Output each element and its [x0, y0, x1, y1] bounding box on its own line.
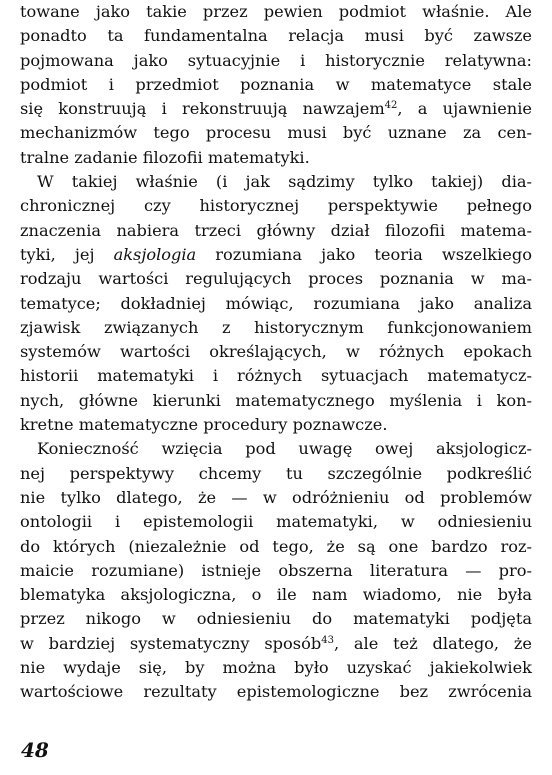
text-run: , a ujawnienie — [397, 99, 532, 119]
text-run: tematyce; dokładniej mówiąc, rozumiana jako analiza — [20, 293, 532, 313]
text-line — [20, 170, 532, 194]
text-line — [20, 194, 532, 218]
text-run: nie tylko dlatego, że — w odróżnieniu od problemów — [20, 487, 532, 507]
text-line — [20, 680, 532, 704]
text-run: towane jako takie przez pewien podmiot właśnie. Ale — [20, 2, 532, 21]
text-line — [20, 121, 532, 145]
text-line — [20, 316, 532, 340]
text-run: pojmowana jako sytuacyjnie i historycznie relatywna: — [20, 50, 532, 70]
text-line — [20, 267, 532, 291]
text-run: kretne matematyczne procedury poznawcze. — [20, 415, 388, 435]
body-text — [20, 0, 532, 705]
text-line — [20, 24, 532, 48]
page-number: 48 — [21, 738, 49, 762]
text-line — [20, 607, 532, 631]
text-run: systemów wartości określających, w różnych epokach — [20, 342, 532, 362]
text-run: do których (niezależnie od tego, że są one bardzo roz- — [20, 536, 532, 556]
text-line — [20, 292, 532, 316]
text-run: tyki, jej — [20, 244, 114, 264]
footnote-ref: 43 — [321, 634, 334, 646]
text-run: ontologii i epistemologii matematyki, w odniesieniu — [20, 512, 532, 532]
text-run: rozumiana jako teoria wszelkiego — [196, 244, 532, 264]
paragraph — [20, 437, 532, 704]
paragraph — [20, 170, 532, 437]
text-line — [20, 97, 532, 121]
text-run: nie wydaje się, by można było uzyskać jakiekolwiek — [20, 658, 532, 678]
text-run: w bardziej systematyczny sposób — [20, 633, 322, 653]
text-line — [20, 583, 532, 607]
text-run: się konstruują i rekonstruują nawzajem — [20, 99, 385, 119]
text-line — [20, 0, 532, 24]
text-line — [20, 340, 532, 364]
text-run: nych, główne kierunki matematycznego myślenia i kon- — [20, 390, 532, 410]
text-run: mechanizmów tego procesu musi być uznane za cen- — [20, 123, 532, 143]
text-run: blematyka aksjologiczna, o ile nam wiadomo, nie była — [20, 585, 532, 605]
text-run: Konieczność wzięcia pod uwagę owej aksjologicz- — [37, 439, 532, 459]
text-run: rodzaju wartości regulujących proces poznania w ma- — [20, 269, 532, 289]
text-line — [20, 559, 532, 583]
text-line — [20, 462, 532, 486]
text-line — [20, 73, 532, 97]
text-line — [20, 146, 532, 170]
paragraph — [20, 0, 532, 170]
text-line — [20, 510, 532, 534]
text-line — [20, 364, 532, 388]
text-run: W takiej właśnie (i jak sądzimy tylko takiej) dia- — [37, 172, 532, 192]
text-run: zjawisk związanych z historycznym funkcjonowaniem — [20, 317, 532, 337]
text-run: podmiot i przedmiot poznania w matematyce stale — [20, 74, 532, 94]
text-line — [20, 535, 532, 559]
emphasized-term: aksjologia — [113, 244, 197, 264]
text-run: ponadto ta fundamentalna relacja musi być zawsze — [20, 26, 532, 46]
text-run: historii matematyki i różnych sytuacjach matematycz- — [20, 366, 532, 386]
text-line — [20, 243, 532, 267]
text-line — [20, 632, 532, 656]
text-line — [20, 656, 532, 680]
text-run: , ale też dlatego, że — [333, 633, 532, 653]
text-run: nej perspektywy chcemy tu szczególnie podkreślić — [20, 463, 532, 483]
text-run: przez nikogo w odniesieniu do matematyki podjęta — [20, 609, 532, 629]
text-line — [20, 486, 532, 510]
footnote-ref: 42 — [384, 100, 398, 112]
text-line — [20, 413, 532, 437]
text-run: tralne zadanie filozofii matematyki. — [20, 147, 310, 167]
text-line — [20, 389, 532, 413]
text-line — [20, 219, 532, 243]
text-run: znaczenia nabiera trzeci główny dział filozofii matema- — [20, 220, 532, 240]
text-line — [20, 49, 532, 73]
text-line — [20, 437, 532, 461]
text-run: chronicznej czy historycznej perspektywie pełnego — [20, 196, 532, 216]
text-run: wartościowe rezultaty epistemologiczne bez zwrócenia — [20, 682, 532, 702]
text-run: maicie rozumiane) istnieje obszerna literatura — pro- — [20, 560, 532, 580]
